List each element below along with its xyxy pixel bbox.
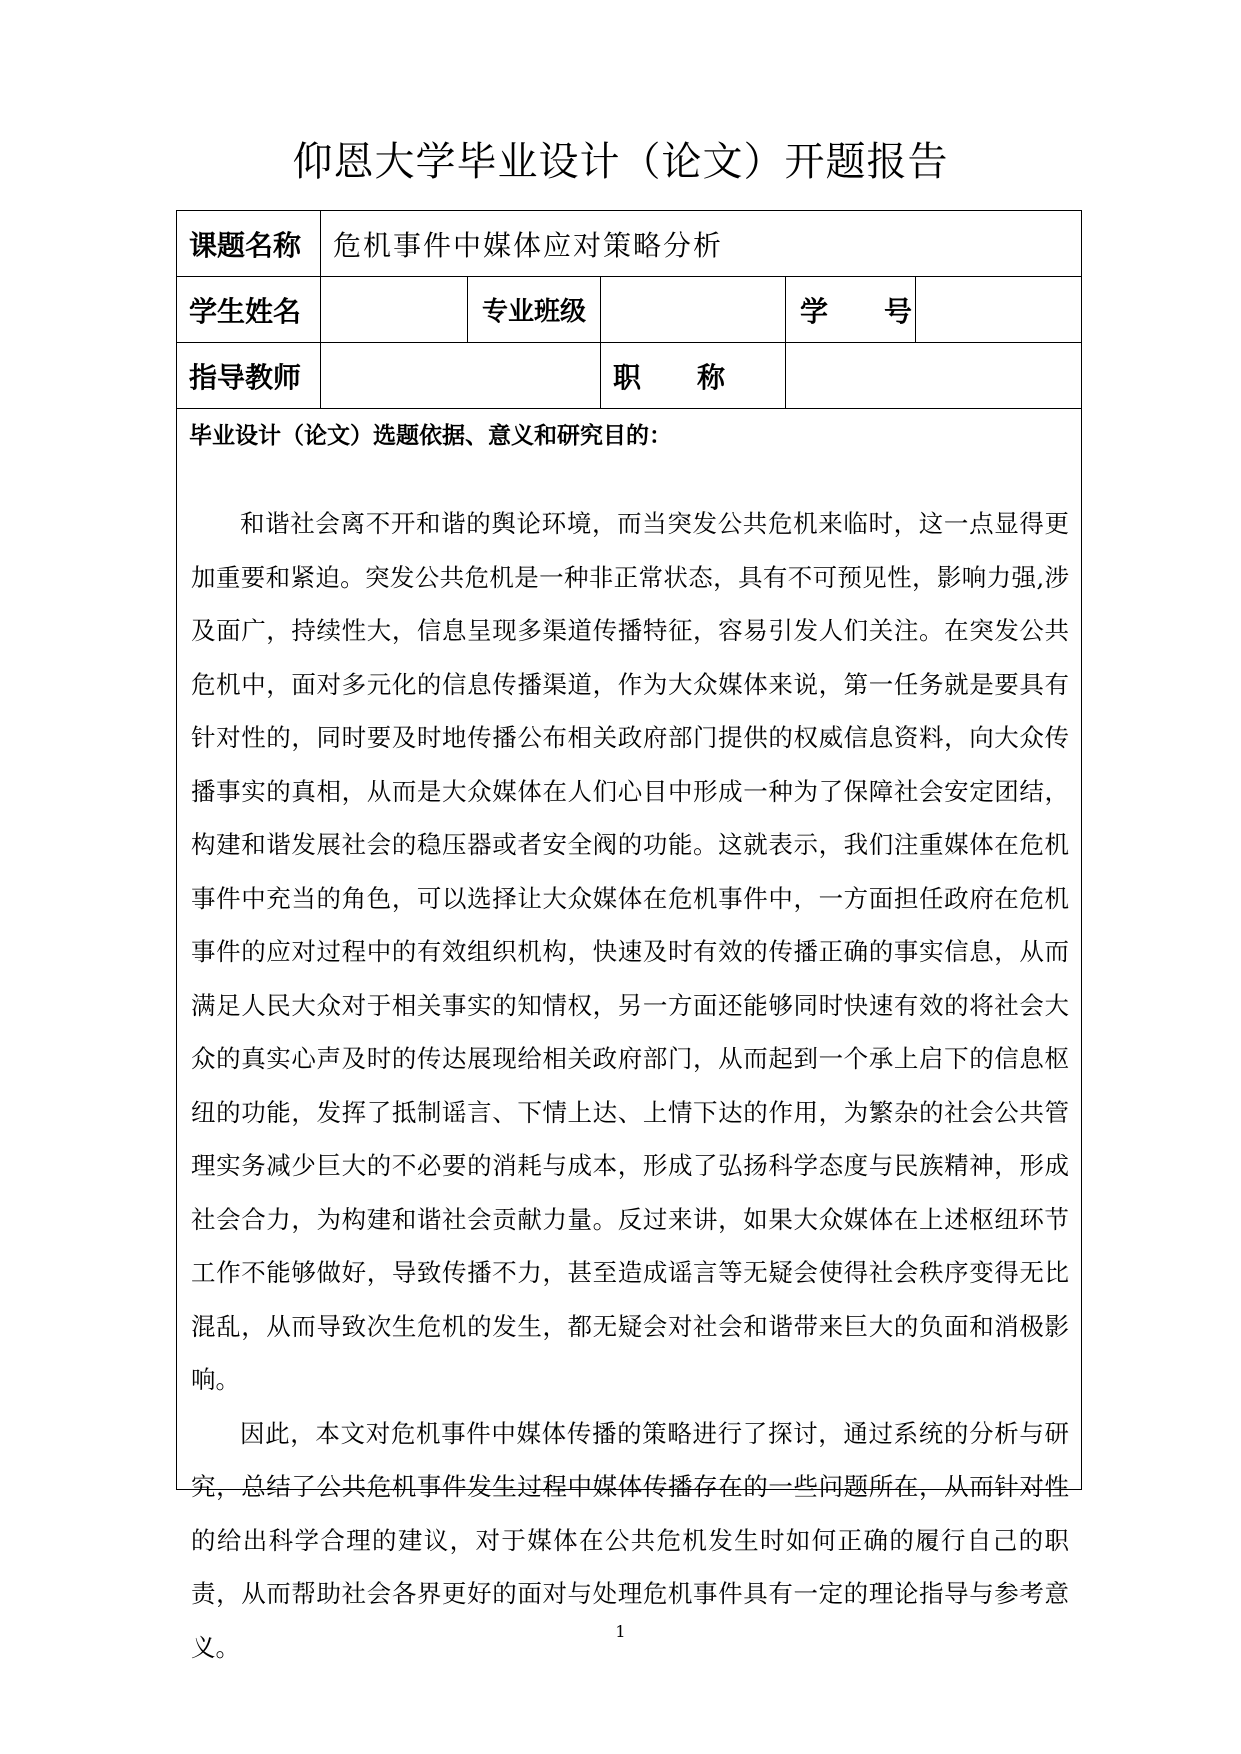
section-heading: 毕业设计（论文）选题依据、意义和研究目的：: [189, 423, 672, 449]
page-number: 1: [615, 1622, 626, 1641]
topic-label: 课题名称: [189, 228, 302, 262]
advisor-title-field[interactable]: [785, 343, 1083, 408]
student-row: [177, 277, 1081, 343]
rationale-section: [177, 409, 1081, 1662]
advisor-field[interactable]: [320, 343, 600, 408]
paragraph: 因此，本文对危机事件中媒体传播的策略进行了探讨，通过系统的分析与研究，总结了公共危机事件发生过程中媒体传播存在的一些问题所在，从而针对性的给出科学合理的建议，对于媒体在公共危机发生时如何正确的履行自己的职责，从而帮助社会各界更好的面对与处理危机事件具有一定的理论指导与参考意义。: [191, 1418, 1069, 1662]
student-id-field[interactable]: [915, 277, 1083, 342]
student-id-label: 学 号: [785, 277, 915, 342]
advisor-title-label: 职 称: [600, 343, 785, 408]
paragraph: 和谐社会离不开和谐的舆论环境，而当突发公共危机来临时，这一点显得更加重要和紧迫。突发公共危机是一种非正常状态，具有不可预见性，影响力强,涉及面广，持续性大，信息呈现多渠道传播特征，容易引发人们关注。在突发公共危机中，面对多元化的信息传播渠道，作为大众媒体来说，第一任务就是要具有针对性的，同时要及时地传播公布相关政府部门提供的权威信息资料，向大众传播事实的真相，从而是大众媒体在人们心目中形成一种为了保障社会安定团结，构建和谐发展社会的稳压器或者安全阀的功能。这就表示，我们注重媒体在危机事件中充当的角色，可以选择让大众媒体在危机事件中，一方面担任政府在危机事件的应对过程中的有效组织机构，快速及时有效的传播正确的事实信息，从而满足人民大众对于相关事实的知情权，另一方面还能够同时快速有效的将社会大众的真实心声及时的传达展现给相关政府部门，从而起到一个承上启下的信息枢纽的功能，发挥了抵制谣言、下情上达、上情下达的作用，为繁杂的社会公共管理实务减少巨大的不必要的消耗与成本，形成了弘扬科学态度与民族精神，形成社会合力，为构建和谐社会贡献力量。反过来讲，如果大众媒体在上述枢纽环节工作不能够做好，导致传播不力，甚至造成谣言等无疑会使得社会秩序变得无比混乱，从而导致次生危机的发生，都无疑会对社会和谐带来巨大的负面和消极影响。: [191, 509, 1069, 1394]
page-title: 仰恩大学毕业设计（论文）开题报告: [292, 139, 949, 185]
student-name-label: 学生姓名: [189, 294, 302, 328]
section-body: [191, 497, 1069, 1674]
major-class-field[interactable]: [600, 277, 785, 342]
topic-value: 危机事件中媒体应对策略分析: [320, 211, 1083, 276]
proposal-form: [176, 210, 1082, 1662]
student-name-field[interactable]: [320, 277, 467, 342]
topic-row: [177, 211, 1081, 277]
major-class-label: 专业班级: [467, 277, 600, 342]
advisor-label: 指导教师: [189, 360, 302, 394]
advisor-row: [177, 343, 1081, 409]
